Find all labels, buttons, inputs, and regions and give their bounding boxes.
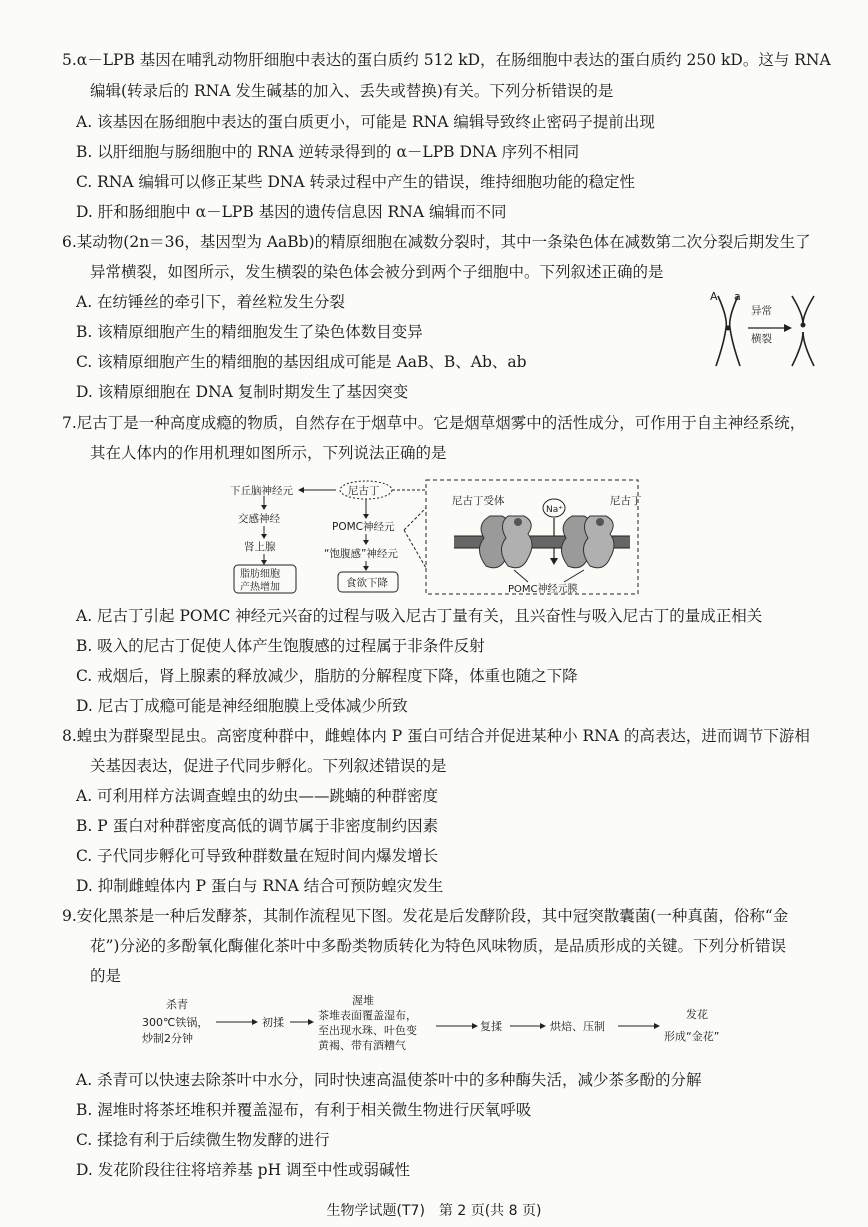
appetite-decrease-label: 食欲下降 xyxy=(346,577,388,589)
fat-cell-label: 脂肪细胞 xyxy=(240,569,280,580)
step-piling: 渥堆 xyxy=(352,994,374,1007)
q9-option-c: C. 揉捻有利于后续微生物发酵的进行 xyxy=(76,1131,330,1149)
q5-option-a: A. 该基因在肠细胞中表达的蛋白质更小，可能是 RNA 编辑导致终止密码子提前出现 xyxy=(76,113,655,131)
allele-lower-a-label: a xyxy=(734,290,741,303)
step-second-rolling: 复揉 xyxy=(480,1020,502,1033)
q7-stem-line2: 其在人体内的作用机理如图所示，下列说法正确的是 xyxy=(90,444,447,462)
step-bake-press: 烘焙、压制 xyxy=(550,1020,605,1033)
q8-stem-line1: 8.蝗虫为群聚型昆虫。高密度种群中，雌蝗体内 P 蛋白可结合并促进某种小 RNA 的高表达，进而调节下游相 xyxy=(62,727,810,745)
nicotine-receptor-label: 尼古丁受体 xyxy=(452,495,505,507)
tea-process-flowchart xyxy=(140,994,780,1058)
q7-option-d: D. 尼古丁成瘾可能是神经细胞膜上受体减少所致 xyxy=(76,697,408,715)
q6-option-a: A. 在纺锤丝的牵引下，着丝粒发生分裂 xyxy=(76,293,346,311)
q5-stem-line2: 编辑(转录后的 RNA 发生碱基的加入、丢失或替换)有关。下列分析错误的是 xyxy=(90,82,614,100)
q5-option-b: B. 以肝细胞与肠细胞中的 RNA 逆转录得到的 α－LPB DNA 序列不相同 xyxy=(76,143,580,161)
arrow-label-top: 异常 xyxy=(751,305,772,317)
q6-stem-line2: 异常横裂，如图所示，发生横裂的染色体会被分到两个子细胞中。下列叙述正确的是 xyxy=(90,263,664,281)
q8-stem-line2: 关基因表达，促进子代同步孵化。下列叙述错误的是 xyxy=(90,757,447,775)
step-piling-detail1: 茶堆表面覆盖湿布， xyxy=(318,1009,417,1022)
step-flowering-detail: 形成“金花” xyxy=(664,1030,720,1043)
q8-option-b: B. P 蛋白对种群密度高低的调节属于非密度制约因素 xyxy=(76,817,439,835)
q9-option-d: D. 发花阶段往往将培养基 pH 调至中性或弱碱性 xyxy=(76,1161,411,1179)
pomc-membrane-label: POMC神经元膜 xyxy=(508,584,578,595)
q6-option-b: B. 该精原细胞产生的精细胞发生了染色体数目变异 xyxy=(76,323,423,341)
q8-option-c: C. 子代同步孵化可导致种群数量在短时间内爆发增长 xyxy=(76,847,439,865)
q6-option-c: C. 该精原细胞产生的精细胞的基因组成可能是 AaB、B、Ab、ab xyxy=(76,353,527,371)
step-kill-green-detail2: 炒制2分钟 xyxy=(142,1032,193,1045)
heat-increase-label: 产热增加 xyxy=(240,582,280,593)
q6-stem-line1: 6.某动物(2n＝36，基因型为 AaBb)的精原细胞在减数分裂时，其中一条染色体在减数第二次分裂后期发生了 xyxy=(62,233,811,251)
q7-option-c: C. 戒烟后，肾上腺素的释放减少，脂肪的分解程度下降，体重也随之下降 xyxy=(76,667,578,685)
q9-option-b: B. 渥堆时将茶坯堆积并覆盖湿布，有利于相关微生物进行厌氧呼吸 xyxy=(76,1101,532,1119)
hypothalamus-neuron-label: 下丘脑神经元 xyxy=(230,485,293,497)
nicotine-molecule-label: 尼古丁 xyxy=(610,495,642,507)
step-first-rolling: 初揉 xyxy=(262,1016,284,1029)
q5-option-d: D. 肝和肠细胞中 α－LPB 基因的遗传信息因 RNA 编辑而不同 xyxy=(76,203,507,221)
q8-option-a: A. 可利用样方法调查蝗虫的幼虫——跳蝻的种群密度 xyxy=(76,787,439,805)
nicotine-mechanism-diagram xyxy=(228,478,648,598)
sodium-ion-label: Na⁺ xyxy=(546,505,563,515)
allele-a-label: A xyxy=(710,290,718,303)
q9-option-a: A. 杀青可以快速去除茶叶中水分，同时快速高温使茶叶中的多种酶失活，减少茶多酚的分解 xyxy=(76,1071,702,1089)
chromosome-figure xyxy=(708,288,818,370)
q9-stem-line1: 9.安化黑茶是一种后发酵茶，其制作流程见下图。发花是后发酵阶段，其中冠突散囊菌(一种真菌，俗称“金 xyxy=(62,907,789,925)
satiety-neuron-label: “饱腹感”神经元 xyxy=(324,548,398,560)
step-flowering: 发花 xyxy=(686,1008,708,1021)
q7-option-a: A. 尼古丁引起 POMC 神经元兴奋的过程与吸入尼古丁量有关，且兴奋性与吸入尼古丁的量成正相关 xyxy=(76,607,763,625)
q7-option-b: B. 吸入的尼古丁促使人体产生饱腹感的过程属于非条件反射 xyxy=(76,637,485,655)
adrenal-gland-label: 肾上腺 xyxy=(244,541,276,553)
q9-stem-line3: 的是 xyxy=(90,967,122,985)
q9-stem-line2: 花”)分泌的多酚氧化酶催化茶叶中多酚类物质转化为特色风味物质，是品质形成的关键。下列分析错误 xyxy=(90,937,786,955)
q5-stem-line1: 5.α－LPB 基因在哺乳动物肝细胞中表达的蛋白质约 512 kD，在肠细胞中表达的蛋白质约 250 kD。这与 RNA xyxy=(62,51,831,69)
arrow-label-bottom: 横裂 xyxy=(751,333,772,345)
nicotine-node: 尼古丁 xyxy=(348,485,380,497)
step-kill-green: 杀青 xyxy=(166,998,188,1011)
q5-option-c: C. RNA 编辑可以修正某些 DNA 转录过程中产生的错误，维持细胞功能的稳定性 xyxy=(76,173,636,191)
step-piling-detail3: 黄褐、带有酒糟气 xyxy=(318,1039,406,1052)
step-kill-green-detail1: 300℃铁锅， xyxy=(142,1016,209,1029)
page-footer: 生物学试题(T7) 第 2 页(共 8 页) xyxy=(326,1203,542,1219)
q7-stem-line1: 7.尼古丁是一种高度成瘾的物质，自然存在于烟草中。它是烟草烟雾中的活性成分，可作用于自主神经系统， xyxy=(62,414,806,432)
sympathetic-nerve-label: 交感神经 xyxy=(238,513,280,525)
step-piling-detail2: 至出现水珠、叶色变 xyxy=(318,1024,417,1037)
q8-option-d: D. 抑制雌蝗体内 P 蛋白与 RNA 结合可预防蝗灾发生 xyxy=(76,877,444,895)
q6-option-d: D. 该精原细胞在 DNA 复制时期发生了基因突变 xyxy=(76,383,409,401)
pomc-neuron-label: POMC神经元 xyxy=(332,521,395,533)
